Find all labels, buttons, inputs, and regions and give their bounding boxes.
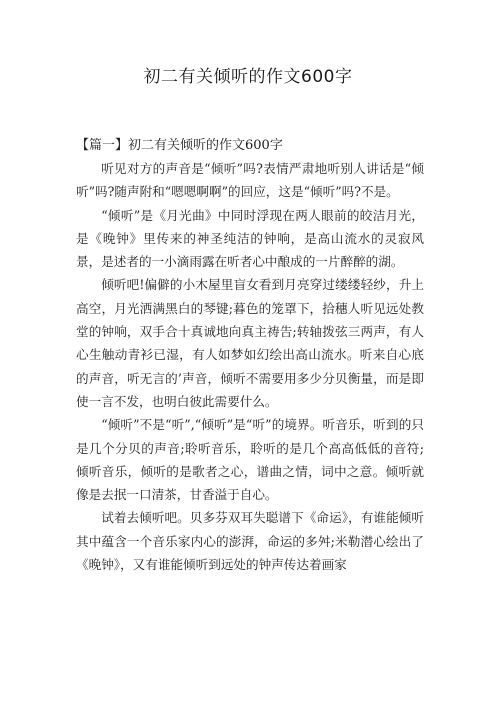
article-body: [76, 134, 424, 576]
paragraph-2: “倾听”是《月光曲》中同时浮现在两人眼前的皎洁月光，是《晚钟》里传来的神圣纯洁的钟响，是高山流水的灵寂风景，是述者的一小滴雨露在听者心中酿成的一片醉醉的湖。: [76, 207, 424, 270]
paragraph-4: “倾听”不是“听”,“倾听”是“听”的境界。听音乐，听到的只是几个分贝的声音;聆听音乐，聆听的是几个高高低低的音符;倾听音乐，倾听的是歌者之心，谱曲之情，词中之意。倾听就像是去抿一口清茶，甘香溢于自心。: [76, 417, 424, 503]
paragraph-1: 听见对方的声音是“倾听”吗?表情严肃地听别人讲话是“倾听”吗?随声附和“嗯嗯啊啊”的回应，这是“倾听”吗?不是。: [76, 161, 424, 200]
section-heading: 【篇一】初二有关倾听的作文600字: [76, 138, 283, 153]
page-title: 初二有关倾听的作文600字: [143, 67, 353, 87]
paragraph-3: 倾听吧!偏僻的小木屋里盲女看到月亮穿过缕缕轻纱，升上高空，月光洒满黑白的琴键;暮色的笼罩下，拾穗人听见远处教堂的钟响，双手合十真诚地向真主祷告;转轴拨弦三两声，有人心生触动青衫已湿，有人如梦如幻绘出高山流水。听来自心底的声音，听无言的’声音，倾听不需要用多少分贝衡量，而是即使一言不发，也明白彼此需要什么。: [76, 277, 424, 409]
paragraph-5: 试着去倾听吧。贝多芬双耳失聪谱下《命运》，有谁能倾听其中蕴含一个音乐家内心的澎湃，命运的多舛;米勒潜心绘出了《晚钟》，又有谁能倾听到远处的钟声传达着画家: [76, 510, 424, 573]
